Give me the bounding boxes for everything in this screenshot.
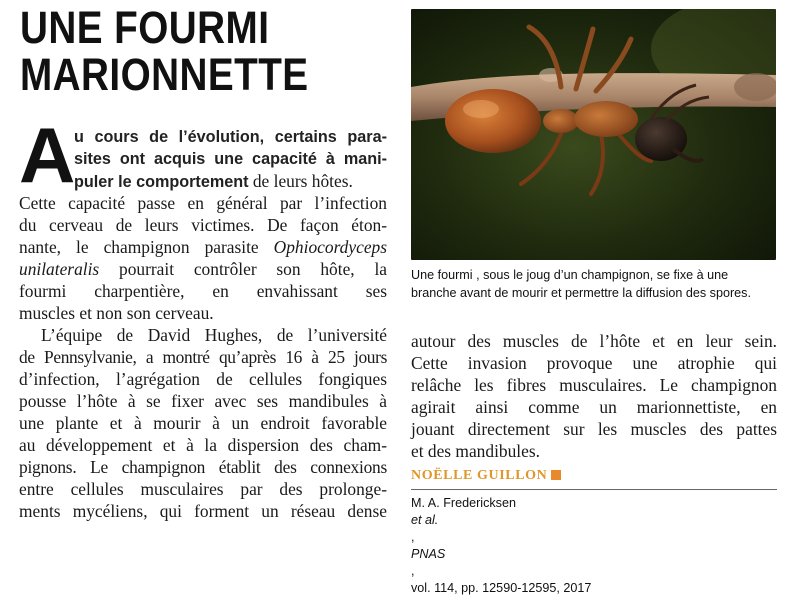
text-line — [74, 170, 387, 192]
caption-line: branche avant de mourir et permettre la diffusion des spores. — [411, 286, 751, 300]
text-line: muscles et non son cerveau. — [19, 303, 214, 323]
text-segment: pourrait contrôler son hôte, la — [99, 259, 387, 279]
ant-photo — [411, 9, 776, 260]
text-line — [19, 236, 387, 258]
text-line: d’infection, l’agrégation de cellules fongiques — [19, 369, 387, 389]
end-mark-icon — [551, 470, 561, 480]
text-line: entre cellules musculaires par des prolonge- — [19, 479, 387, 499]
text-line: une plante et à mourir à un endroit favorable — [19, 413, 387, 433]
text-line: relâche les fibres musculaires. Le champignon — [411, 375, 777, 395]
text-line: pousse l’hôte à se fixer avec ses mandibules à — [19, 391, 387, 411]
caption-line: Une fourmi , sous le joug d’un champignon, se fixe à une — [411, 268, 729, 282]
title-line-2: MARIONNETTE — [20, 49, 309, 100]
text-line: Cette invasion provoque une atrophie qui — [411, 353, 777, 373]
lead-bold: puler le comportement — [74, 173, 249, 191]
text-line: au développement et à la dispersion des cham- — [19, 435, 387, 455]
right-column — [411, 330, 777, 484]
drop-cap: A — [19, 111, 76, 199]
author-line — [411, 462, 777, 484]
ref-authors: M. A. Fredericksen — [411, 496, 516, 510]
ref-journal: PNAS — [411, 547, 446, 561]
species-name: unilateralis — [19, 259, 100, 279]
text-line: agirait ainsi comme un marionnettiste, en — [411, 397, 777, 417]
text-line: Cette capacité passe en général par l’infection — [19, 193, 387, 213]
reference-line — [411, 495, 781, 580]
ref-sep: , — [411, 564, 415, 578]
article-title — [20, 4, 309, 98]
text-line: sites ont acquis une capacité à mani- — [74, 150, 387, 168]
reference-line: vol. 114, pp. 12590-12595, 2017 — [411, 581, 592, 595]
text-line: fourmi charpentière, en envahissant ses — [19, 281, 387, 301]
author-name: NOËLLE GUILLON — [411, 468, 548, 483]
ant-on-branch-illustration — [411, 9, 776, 260]
text-line: L’équipe de David Hughes, de l’université — [41, 325, 387, 345]
reference-divider — [411, 489, 777, 490]
text-line: et des mandibules. — [411, 441, 540, 461]
text-line: u cours de l’évolution, certains para- — [74, 128, 387, 146]
text-line: du cerveau de leurs victimes. De façon éton- — [19, 215, 387, 235]
species-name: Ophiocordyceps — [273, 237, 387, 257]
photo-caption — [411, 266, 781, 302]
ref-sep: , — [411, 530, 415, 544]
text-line: pignons. Le champignon établit des connexions — [19, 457, 387, 477]
lead-rest: de leurs hôtes. — [248, 171, 353, 191]
text-line — [19, 258, 387, 280]
title-line-1: UNE FOURMI — [20, 2, 270, 53]
ref-etal: et al. — [411, 513, 439, 527]
text-segment: nante, le champignon parasite — [19, 237, 274, 257]
left-column — [19, 126, 387, 522]
reference — [411, 495, 781, 597]
text-line: autour des muscles de l’hôte et en leur sein. — [411, 331, 777, 351]
text-line: ments mycéliens, qui forment un réseau dense — [19, 501, 387, 521]
text-line: de Pennsylvanie, a montré qu’après 16 à 25 jours — [19, 347, 387, 367]
text-line: jouant directement sur les muscles des pattes — [411, 419, 777, 439]
